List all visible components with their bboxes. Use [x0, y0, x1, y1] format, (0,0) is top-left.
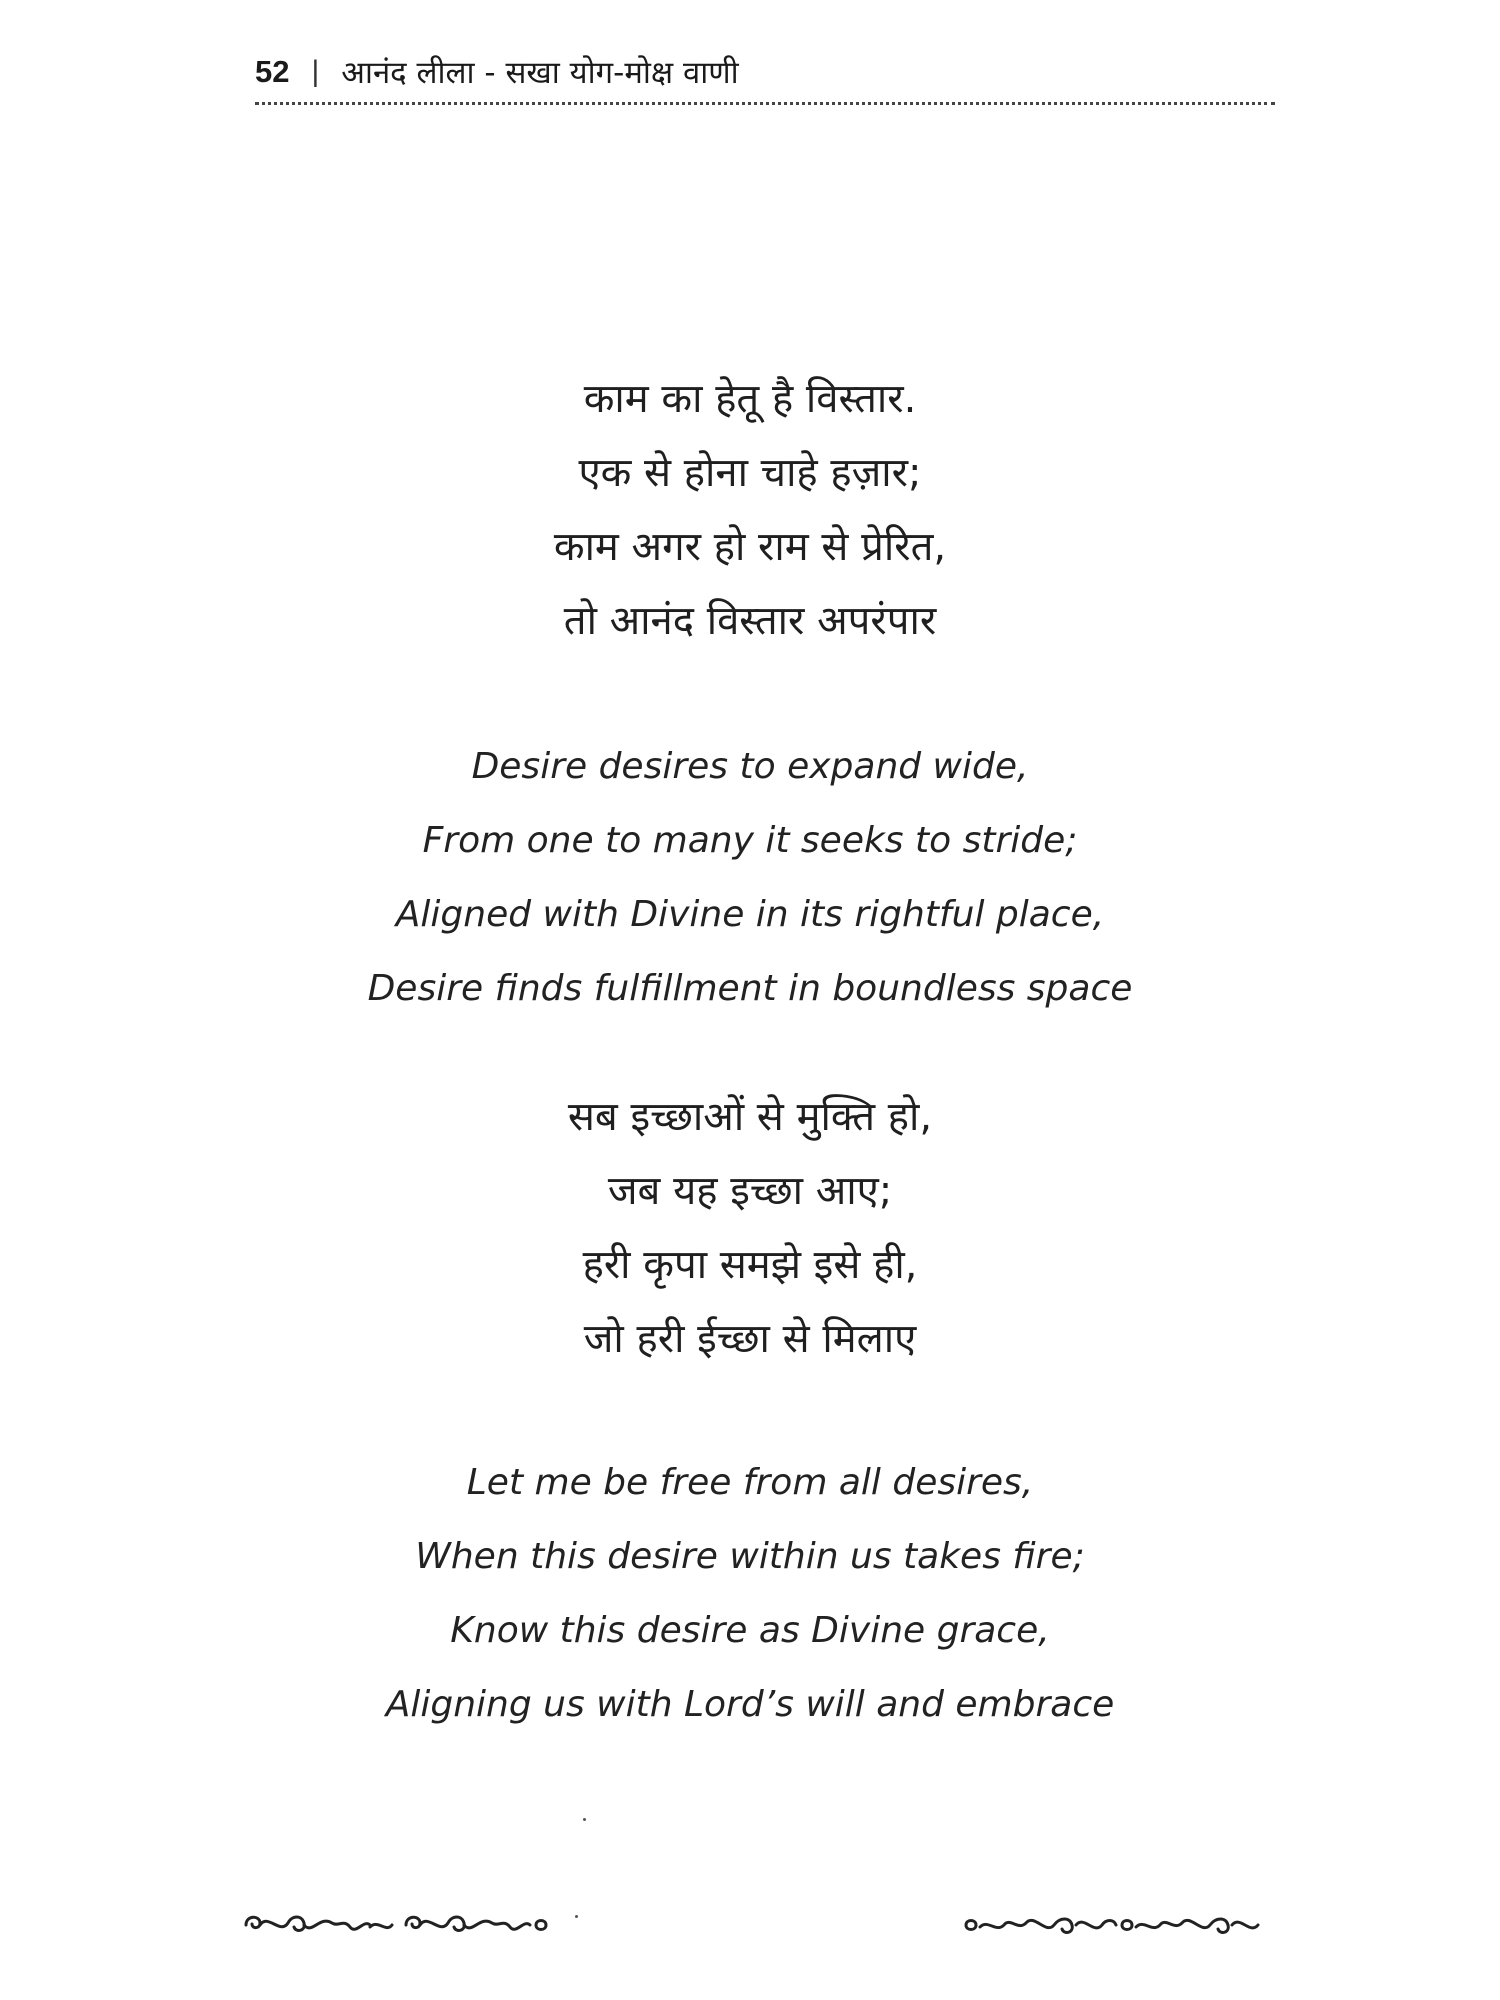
- hindi-stanza-2: [0, 1080, 1500, 1376]
- poem-line: तो आनंद विस्तार अपरंपार: [563, 598, 937, 644]
- poem-line: Desire desires to expand wide,: [471, 746, 1029, 787]
- poem-line: Aligned with Divine in its rightful place,: [395, 894, 1105, 935]
- book-title: आनंद लीला - सखा योग-मोक्ष वाणी: [341, 55, 739, 91]
- running-header: [255, 42, 1275, 102]
- poem-line: From one to many it seeks to stride;: [422, 820, 1078, 861]
- poem-line: जब यह इच्छा आए;: [607, 1168, 893, 1214]
- header-separator: |: [311, 55, 320, 88]
- poem-line: एक से होना चाहे हज़ार;: [578, 450, 922, 496]
- poem-line: Desire finds fulfillment in boundless space: [367, 968, 1133, 1009]
- print-speck: [583, 1818, 586, 1821]
- poem-line: हरी कृपा समझे इसे ही,: [582, 1242, 918, 1288]
- poem-line: जो हरी ईच्छा से मिलाए: [583, 1316, 917, 1362]
- poem-line: Know this desire as Divine grace,: [450, 1610, 1050, 1651]
- poem-line: When this desire within us takes fire;: [415, 1536, 1085, 1577]
- page-number: 52: [255, 54, 290, 89]
- right-flourish-ornament: [960, 1905, 1270, 1945]
- poem-line: काम का हेतू है विस्तार.: [583, 376, 917, 422]
- poem-line: काम अगर हो राम से प्रेरित,: [553, 524, 947, 570]
- english-stanza-2: [0, 1446, 1500, 1742]
- english-stanza-1: [0, 730, 1500, 1026]
- poem-line: सब इच्छाओं से मुक्ति हो,: [567, 1094, 933, 1140]
- poem-line: Let me be free from all desires,: [466, 1462, 1034, 1503]
- poem-line: Aligning us with Lord’s will and embrace: [385, 1684, 1115, 1725]
- left-flourish-ornament: [240, 1905, 560, 1945]
- hindi-stanza-1: [0, 362, 1500, 658]
- header-dotted-rule: [255, 102, 1275, 105]
- print-speck: [575, 1915, 578, 1918]
